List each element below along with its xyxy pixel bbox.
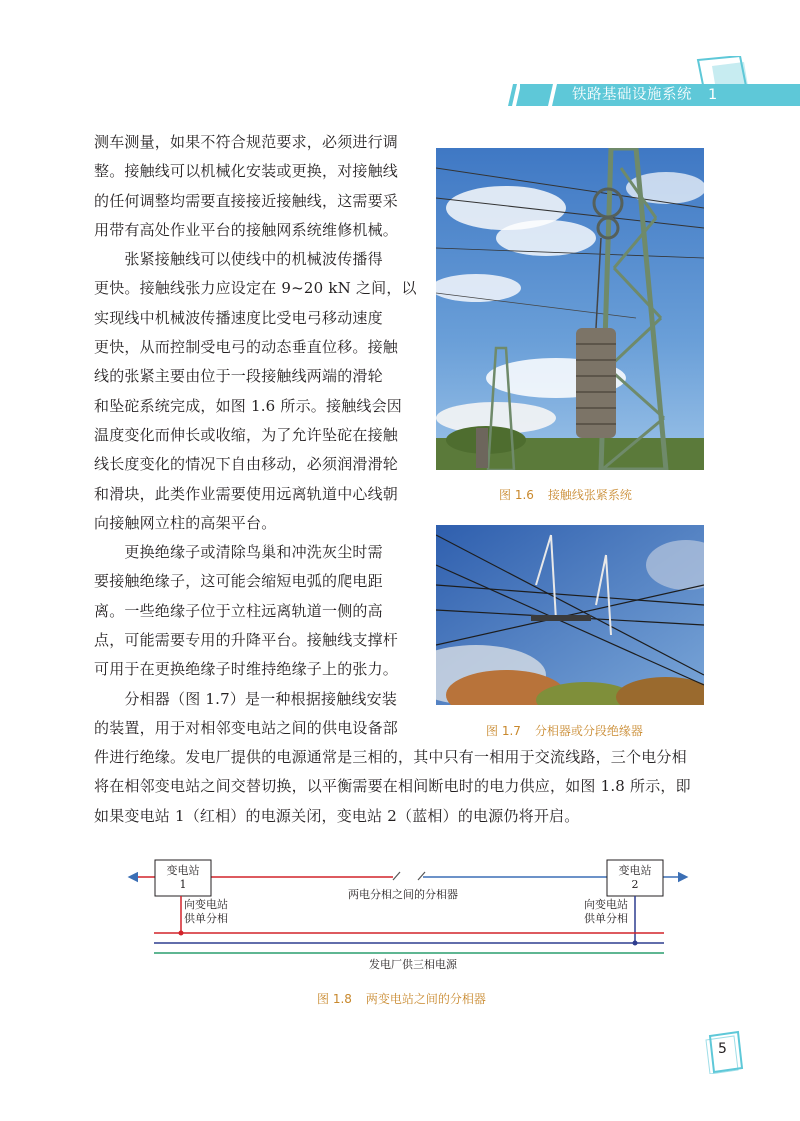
- body-text-full: [94, 743, 714, 831]
- text-line: 线的张紧主要由位于一段接触线两端的滑轮: [94, 367, 383, 386]
- substation-2-label: 变电站: [618, 864, 652, 877]
- text-line: 分相器（图 1.7）是一种根据接触线安装: [94, 689, 398, 708]
- chapter-title: 铁路基础设施系统: [572, 87, 692, 103]
- text-line: 线长度变化的情况下自由移动，必须润滑滑轮: [94, 455, 399, 474]
- substation-2-number: 2: [631, 878, 639, 891]
- page-number-badge: [704, 1030, 744, 1074]
- substation-1-number: 1: [179, 878, 187, 891]
- right-supply-label: 供单分相: [584, 912, 628, 925]
- text-line: 的任何调整均需要直接接近接触线，这需要采: [94, 191, 399, 210]
- text-line: 离。一些绝缘子位于立柱远离轨道一侧的高: [94, 601, 383, 620]
- text-line: 整。接触线可以机械化安装或更换，对接触线: [94, 162, 399, 181]
- figure-caption: [486, 722, 643, 739]
- figure-caption: [499, 486, 632, 503]
- phase-break-mark: [393, 872, 400, 880]
- text-line: 要接触绝缘子，这可能会缩短电弧的爬电距: [94, 572, 383, 591]
- text-line: 将在相邻变电站之间交替切换，以平衡需要在相间断电时的电力供应，如图 1.8 所示，即: [94, 777, 691, 796]
- figure-number: 图 1.6: [499, 488, 534, 502]
- text-line: 如果变电站 1（红相）的电源关闭，变电站 2（蓝相）的电源仍将开启。: [94, 806, 580, 825]
- phase-break-mark: [418, 872, 425, 880]
- substation-1-label: 变电站: [166, 864, 200, 877]
- text-line: 的装置，用于对相邻变电站之间的供电设备部: [94, 718, 399, 737]
- chapter-number: 1: [708, 87, 718, 103]
- text-line: 件进行绝缘。发电厂提供的电源通常是三相的，其中只有一相用于交流线路，三个电分相: [94, 748, 687, 766]
- power-plant-label: 发电厂供三相电源: [369, 958, 457, 971]
- text-line: 和坠砣系统完成，如图 1.6 所示。接触线会因: [94, 396, 402, 415]
- text-line: 更快，从而控制受电弓的动态垂直位移。接触: [94, 338, 399, 357]
- text-line: 更换绝缘子或清除鸟巢和冲洗灰尘时需: [94, 543, 383, 562]
- text-line: 张紧接触线可以使线中的机械波传播得: [94, 250, 383, 269]
- figure-number: 图 1.8: [317, 992, 352, 1006]
- body-text-left: [94, 128, 424, 743]
- text-line: 更快。接触线张力应设定在 9~20 kN 之间，以: [94, 279, 417, 298]
- left-supply-label: 向变电站: [184, 898, 228, 911]
- header-stripes: [508, 84, 560, 106]
- page-number: 5: [718, 1041, 727, 1057]
- text-line: 测车测量，如果不符合规范要求，必须进行调: [94, 133, 399, 151]
- figure-number: 图 1.7: [486, 724, 521, 738]
- figure-title: 接触线张紧系统: [547, 488, 632, 502]
- figure-caption: [317, 990, 486, 1007]
- text-line: 温度变化而伸长或收缩，为了允许坠砣在接触: [94, 425, 399, 444]
- figure-title: 分相器或分段绝缘器: [534, 724, 643, 738]
- text-line: 和滑块，此类作业需要使用远离轨道中心线朝: [94, 484, 399, 503]
- text-line: 点，可能需要专用的升降平台。接触线支撑杆: [94, 631, 399, 650]
- left-supply-label: 供单分相: [184, 912, 228, 925]
- phase-separator-photo: [436, 525, 704, 705]
- text-line: 可用于在更换绝缘子时维持绝缘子上的张力。: [94, 660, 399, 679]
- text-line: 实现线中机械波传播速度比受电弓移动速度: [94, 308, 383, 327]
- tensioning-system-photo: [436, 148, 704, 470]
- right-supply-label: 向变电站: [584, 898, 628, 911]
- text-line: 向接触网立柱的高架平台。: [94, 513, 277, 532]
- phase-separator-diagram: [118, 850, 698, 980]
- text-line: 用带有高处作业平台的接触网系统维修机械。: [94, 220, 399, 239]
- figure-title: 两变电站之间的分相器: [365, 992, 486, 1006]
- phase-break-label: 两电分相之间的分相器: [348, 888, 458, 901]
